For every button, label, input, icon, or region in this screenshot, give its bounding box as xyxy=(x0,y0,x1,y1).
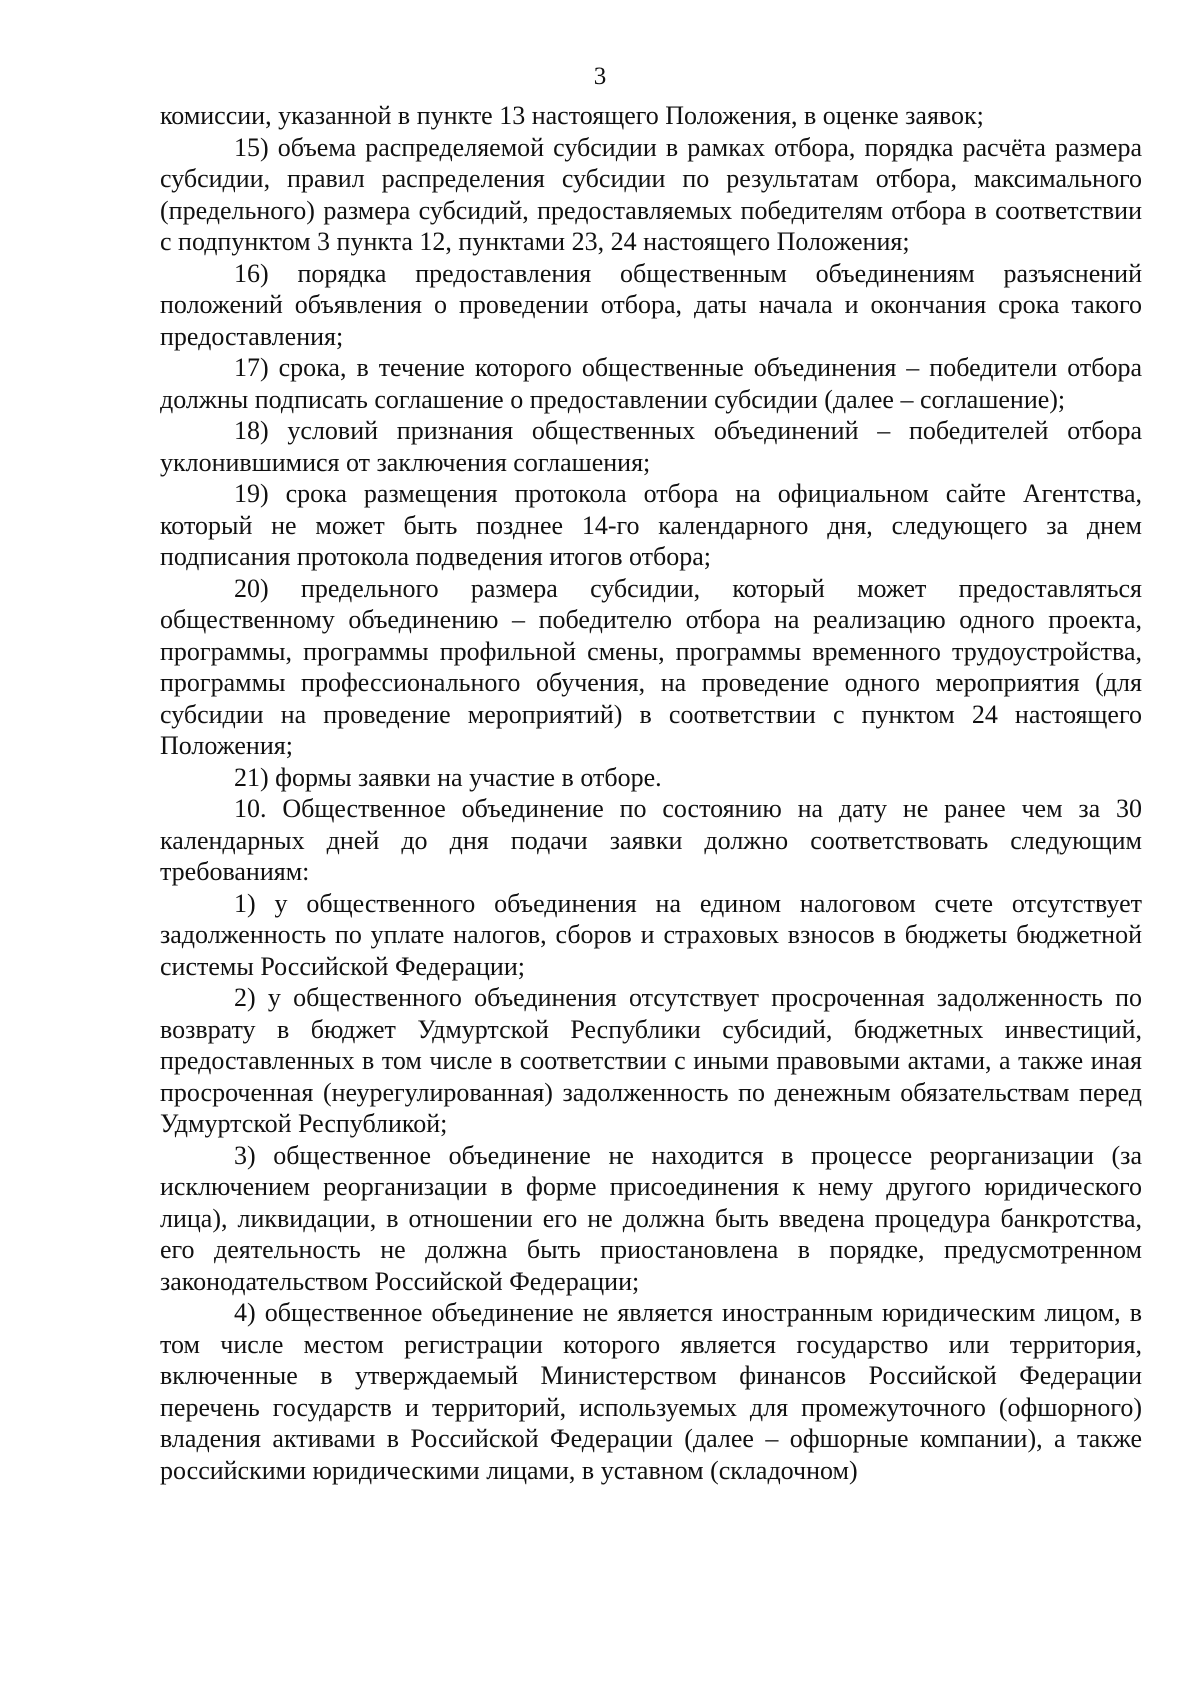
paragraph-item-20: 20) предельного размера субсидии, который может предоставляться общественному объединению – победителю отбора на реализацию одного проекта, программы, программы профильной смены, программы временного трудоустройства, программы профессионального обучения, на проведение одного мероприятия (для субсидии на проведение мероприятий) в соответствии с пунктом 24 настоящего Положения; xyxy=(160,573,1142,760)
paragraph-item-15: 15) объема распределяемой субсидии в рамках отбора, порядка расчёта размера субсидии, правил распределения субсидии по результатам отбора, максимального (предельного) размера субсидий, предоставляемых победителям отбора в соответствии с подпунктом 3 пункта 12, пунктами 23, 24 настоящего Положения; xyxy=(160,132,1142,256)
paragraph-requirement-4: 4) общественное объединение не является иностранным юридическим лицом, в том числе местом регистрации которого является государство или территория, включенные в утверждаемый Министерством финансов Российской Федерации перечень государств и территорий, используемых для промежуточного (офшорного) владения активами в Российской Федерации (далее – офшорные компании), а также российскими юридическими лицами, в уставном (складочном) xyxy=(160,1298,1142,1485)
paragraph-item-16: 16) порядка предоставления общественным объединениям разъяснений положений объявления о проведении отбора, даты начала и окончания срока такого предоставления; xyxy=(160,258,1142,351)
paragraph-requirement-2: 2) у общественного объединения отсутствует просроченная задолженность по возврату в бюджет Удмуртской Республики субсидий, бюджетных инвестиций, предоставленных в том числе в соответствии с иными правовыми актами, а также иная просроченная (неурегулированная) задолженность по денежным обязательствам перед Удмуртской Республикой; xyxy=(160,983,1142,1138)
paragraph-continuation: комиссии, указанной в пункте 13 настоящего Положения, в оценке заявок; xyxy=(160,101,984,130)
paragraph-requirement-3: 3) общественное объединение не находится в процессе реорганизации (за исключением реорганизации в форме присоединения к нему другого юридического лица), ликвидации, в отношении его не должна быть введена процедура банкротства, его деятельность не должна быть приостановлена в порядке, предусмотренном законодательством Российской Федерации; xyxy=(160,1140,1142,1296)
paragraph-item-18: 18) условий признания общественных объединений – победителей отбора уклонившимися от заключения соглашения; xyxy=(160,416,1142,477)
page-number: 3 xyxy=(593,63,607,90)
paragraph-item-21: 21) формы заявки на участие в отборе. xyxy=(234,762,662,792)
paragraph-item-17: 17) срока, в течение которого общественные объединения – победители отбора должны подписать соглашение о предоставлении субсидии (далее – соглашение); xyxy=(160,353,1142,414)
paragraph-item-19: 19) срока размещения протокола отбора на официальном сайте Агентства, который не может быть позднее 14-го календарного дня, следующего за днем подписания протокола подведения итогов отбора; xyxy=(160,479,1142,571)
paragraph-requirement-1: 1) у общественного объединения на едином налоговом счете отсутствует задолженность по уплате налогов, сборов и страховых взносов в бюджеты бюджетной системы Российской Федерации; xyxy=(160,888,1142,981)
document-body xyxy=(160,100,1142,1486)
paragraph-section-10: 10. Общественное объединение по состоянию на дату не ранее чем за 30 календарных дней до дня подачи заявки должно соответствовать следующим требованиям: xyxy=(160,794,1142,886)
